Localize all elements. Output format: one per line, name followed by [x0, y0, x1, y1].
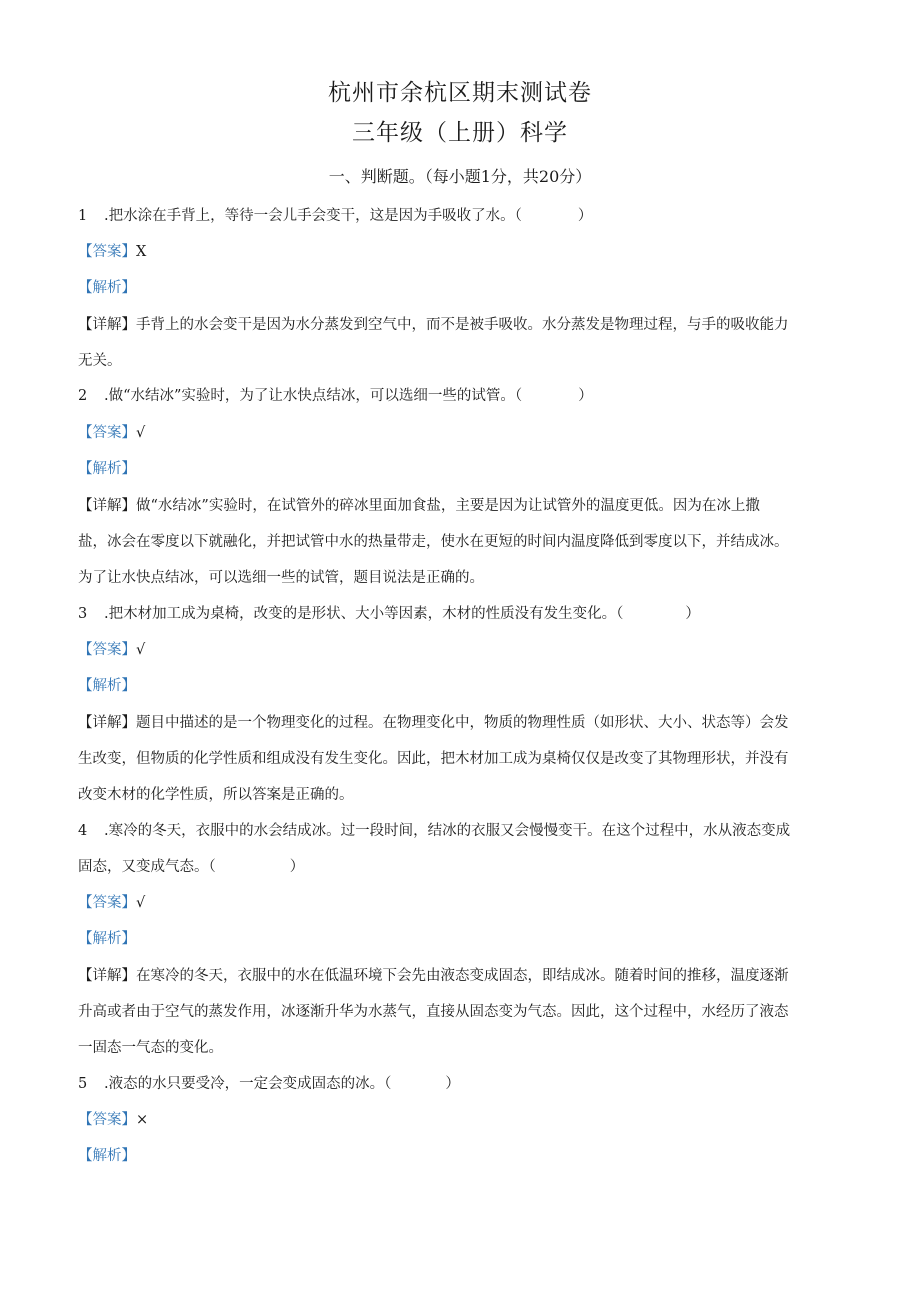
detail-label: 【详解】: [78, 498, 136, 514]
answer-row: [78, 893, 848, 913]
detail-text: 为了让水快点结冰，可以选细一些的试管，题目说法是正确的。: [78, 570, 484, 586]
analysis-row: [78, 676, 848, 696]
question-text: .把水涂在手背上，等待一会儿手会变干，这是因为手吸收了水。（: [104, 208, 522, 224]
detail-row: [78, 713, 848, 733]
answer-value: √: [136, 425, 146, 441]
answer-row: [78, 1110, 848, 1130]
page-subtitle: 三年级（上册）科学: [352, 120, 568, 146]
answer-row: [78, 423, 848, 443]
answer-value: √: [136, 895, 146, 911]
question-text: .把木材加工成为桌椅，改变的是形状、大小等因素，木材的性质没有发生变化。（: [104, 606, 624, 622]
question-text: 固态，又变成气态。（ ）: [78, 859, 305, 875]
detail-text: 一固态一气态的变化。: [78, 1040, 223, 1056]
question-number: 1: [78, 208, 88, 224]
answer-label: 【答案】: [78, 425, 136, 441]
answer-label: 【答案】: [78, 642, 136, 658]
analysis-row: [78, 459, 848, 479]
question-number: 4: [78, 823, 88, 839]
answer-label: 【答案】: [78, 244, 136, 260]
detail-text: 无关。: [78, 353, 122, 369]
analysis-label: 【解析】: [78, 280, 136, 296]
detail-row: [78, 966, 848, 986]
answer-value: X: [136, 244, 147, 260]
question-4: [78, 821, 848, 841]
detail-text: 盐，冰会在零度以下就融化，并把试管中水的热量带走，使水在更短的时间内温度降低到零度以下，并结成冰。: [78, 534, 789, 550]
detail-text: 改变木材的化学性质，所以答案是正确的。: [78, 787, 354, 803]
detail-label: 【详解】: [78, 968, 136, 984]
answer-label: 【答案】: [78, 1112, 136, 1128]
detail-text: 生改变，但物质的化学性质和组成没有发生变化。因此，把木材加工成为桌椅仅仅是改变了其物理形状，并没有: [78, 751, 789, 767]
answer-label: 【答案】: [78, 895, 136, 911]
question-text: .寒冷的冬天，衣服中的水会结成冰。过一段时间，结冰的衣服又会慢慢变干。在这个过程中，水从液态变成: [104, 823, 791, 839]
detail-text: 题目中描述的是一个物理变化的过程。在物理变化中，物质的物理性质（如形状、大小、状态等）会发: [136, 715, 789, 731]
detail-label: 【详解】: [78, 317, 136, 333]
answer-row: [78, 640, 848, 660]
detail-text: 做“水结冰”实验时，在试管外的碎冰里面加食盐，主要是因为让试管外的温度更低。因为在冰上撒: [136, 498, 760, 514]
question-text: .液态的水只要受冷，一定会变成固态的冰。（: [104, 1076, 392, 1092]
analysis-row: [78, 1146, 848, 1166]
analysis-label: 【解析】: [78, 931, 136, 947]
analysis-label: 【解析】: [78, 461, 136, 477]
detail-row: [78, 496, 848, 516]
analysis-row: [78, 929, 848, 949]
question-1: 1 .把水涂在手背上，等待一会儿手会变干，这是因为手吸收了水。（ ）: [78, 208, 593, 224]
answer-value: √: [136, 642, 146, 658]
question-5: 5 .液态的水只要受冷，一定会变成固态的冰。（ ）: [78, 1076, 460, 1092]
answer-value: ×: [136, 1112, 149, 1128]
question-number: 2: [78, 388, 88, 404]
question-number: 3: [78, 606, 88, 622]
section-heading: 一、判断题。（每小题1分，共20分）: [328, 167, 592, 186]
question-2: 2 .做“水结冰”实验时，为了让水快点结冰，可以选细一些的试管。（ ）: [78, 388, 593, 404]
question-number: 5: [78, 1076, 88, 1092]
question-3: 3 .把木材加工成为桌椅，改变的是形状、大小等因素，木材的性质没有发生变化。（ ）: [78, 606, 700, 622]
detail-text: 升高或者由于空气的蒸发作用，冰逐渐升华为水蒸气，直接从固态变为气态。因此，这个过程中，水经历了液态: [78, 1004, 789, 1020]
answer-row: [78, 242, 848, 262]
page-title: 杭州市余杭区期末测试卷: [328, 80, 592, 106]
analysis-label: 【解析】: [78, 1148, 136, 1164]
detail-text: 手背上的水会变干是因为水分蒸发到空气中，而不是被手吸收。水分蒸发是物理过程，与手的吸收能力: [136, 317, 789, 333]
analysis-label: 【解析】: [78, 678, 136, 694]
detail-text: 在寒冷的冬天，衣服中的水在低温环境下会先由液态变成固态，即结成冰。随着时间的推移，温度逐渐: [136, 968, 789, 984]
question-text: .做“水结冰”实验时，为了让水快点结冰，可以选细一些的试管。（: [104, 388, 523, 404]
analysis-row: [78, 278, 848, 298]
detail-row: [78, 315, 848, 335]
detail-label: 【详解】: [78, 715, 136, 731]
